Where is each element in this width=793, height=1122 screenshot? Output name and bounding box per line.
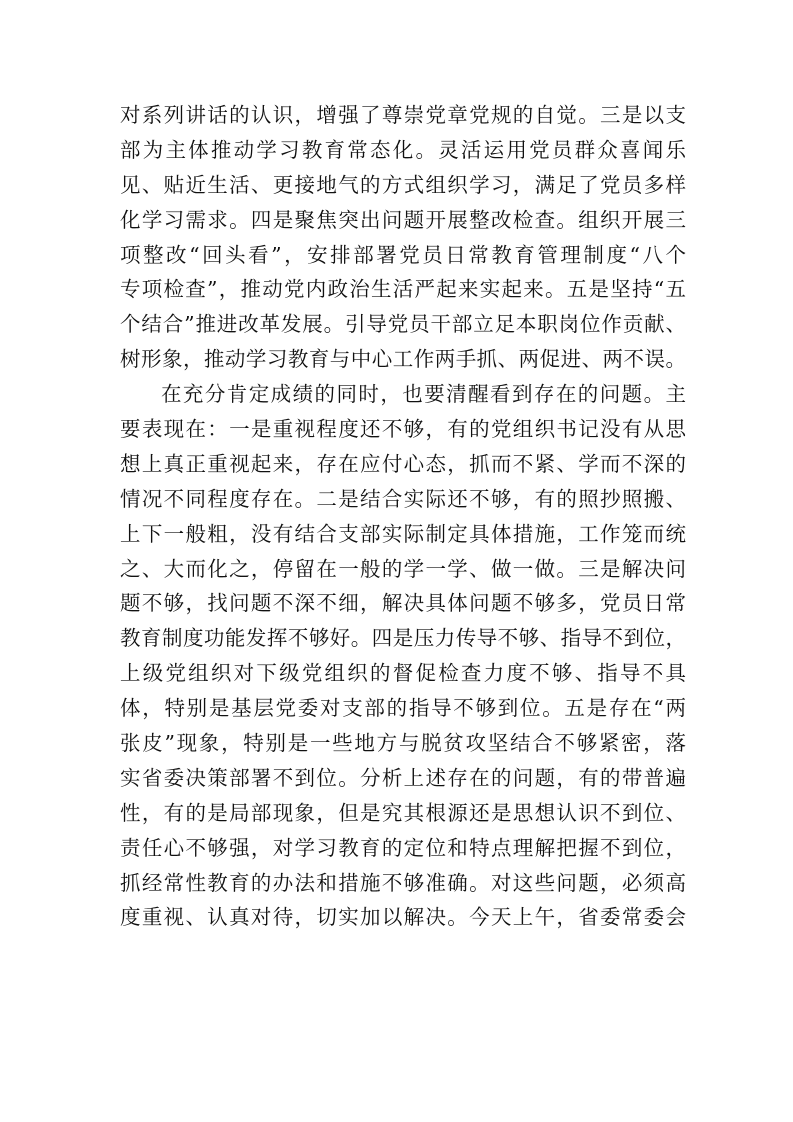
paragraph-line: 之、大而化之，停留在一般的学一学、做一做。三是解决问 bbox=[120, 556, 686, 581]
paragraph-line: 实省委决策部署不到位。分析上述存在的问题，有的带普遍 bbox=[120, 765, 686, 790]
paragraph-line: 在充分肯定成绩的同时，也要清醒看到存在的问题。主 bbox=[161, 382, 686, 407]
paragraph-line: 性，有的是局部现象，但是究其根源还是思想认识不到位、 bbox=[120, 800, 686, 825]
paragraph-line: 情况不同程度存在。二是结合实际还不够，有的照抄照搬、 bbox=[120, 486, 686, 511]
paragraph-line: 抓经常性教育的办法和措施不够准确。对这些问题，必须高 bbox=[120, 870, 686, 895]
paragraph-line: 对系列讲话的认识，增强了尊崇党章党规的自觉。三是以支 bbox=[120, 103, 686, 127]
paragraph-line: 责任心不够强，对学习教育的定位和特点理解把握不到位， bbox=[120, 835, 686, 860]
paragraph-line: 要表现在：一是重视程度还不够，有的党组织书记没有从思 bbox=[120, 417, 686, 442]
paragraph-line: 教育制度功能发挥不够好。四是压力传导不够、指导不到位， bbox=[120, 626, 686, 651]
paragraph-line: 上下一般粗，没有结合支部实际制定具体措施，工作笼而统 bbox=[120, 521, 686, 546]
paragraph-line: 个结合”推进改革发展。引导党员干部立足本职岗位作贡献、 bbox=[120, 312, 686, 337]
paragraph-line: 想上真正重视起来，存在应付心态，抓而不紧、学而不深的 bbox=[120, 451, 686, 476]
paragraph-line: 度重视、认真对待，切实加以解决。今天上午，省委常委会 bbox=[120, 905, 686, 930]
paragraph-line: 张皮”现象，特别是一些地方与脱贫攻坚结合不够紧密，落 bbox=[120, 731, 686, 756]
paragraph-line: 见、贴近生活、更接地气的方式组织学习，满足了党员多样 bbox=[120, 172, 686, 197]
paragraph-line: 化学习需求。四是聚焦突出问题开展整改检查。组织开展三 bbox=[120, 207, 686, 232]
paragraph-line: 项整改“回头看”，安排部署党员日常教育管理制度“八个 bbox=[120, 242, 686, 267]
paragraph-line: 上级党组织对下级党组织的督促检查力度不够、指导不具 bbox=[120, 661, 686, 686]
paragraph-line: 体，特别是基层党委对支部的指导不够到位。五是存在“两 bbox=[120, 696, 686, 721]
paragraph-2 bbox=[120, 377, 686, 935]
paragraph-line: 专项检查”，推动党内政治生活严起来实起来。五是坚持“五 bbox=[120, 277, 686, 302]
paragraph-line: 树形象，推动学习教育与中心工作两手抓、两促进、两不误。 bbox=[120, 347, 686, 372]
document-body bbox=[120, 98, 686, 935]
paragraph-line: 部为主体推动学习教育常态化。灵活运用党员群众喜闻乐 bbox=[120, 137, 686, 162]
paragraph-1 bbox=[120, 98, 686, 377]
paragraph-line: 题不够，找问题不深不细，解决具体问题不够多，党员日常 bbox=[120, 591, 686, 616]
